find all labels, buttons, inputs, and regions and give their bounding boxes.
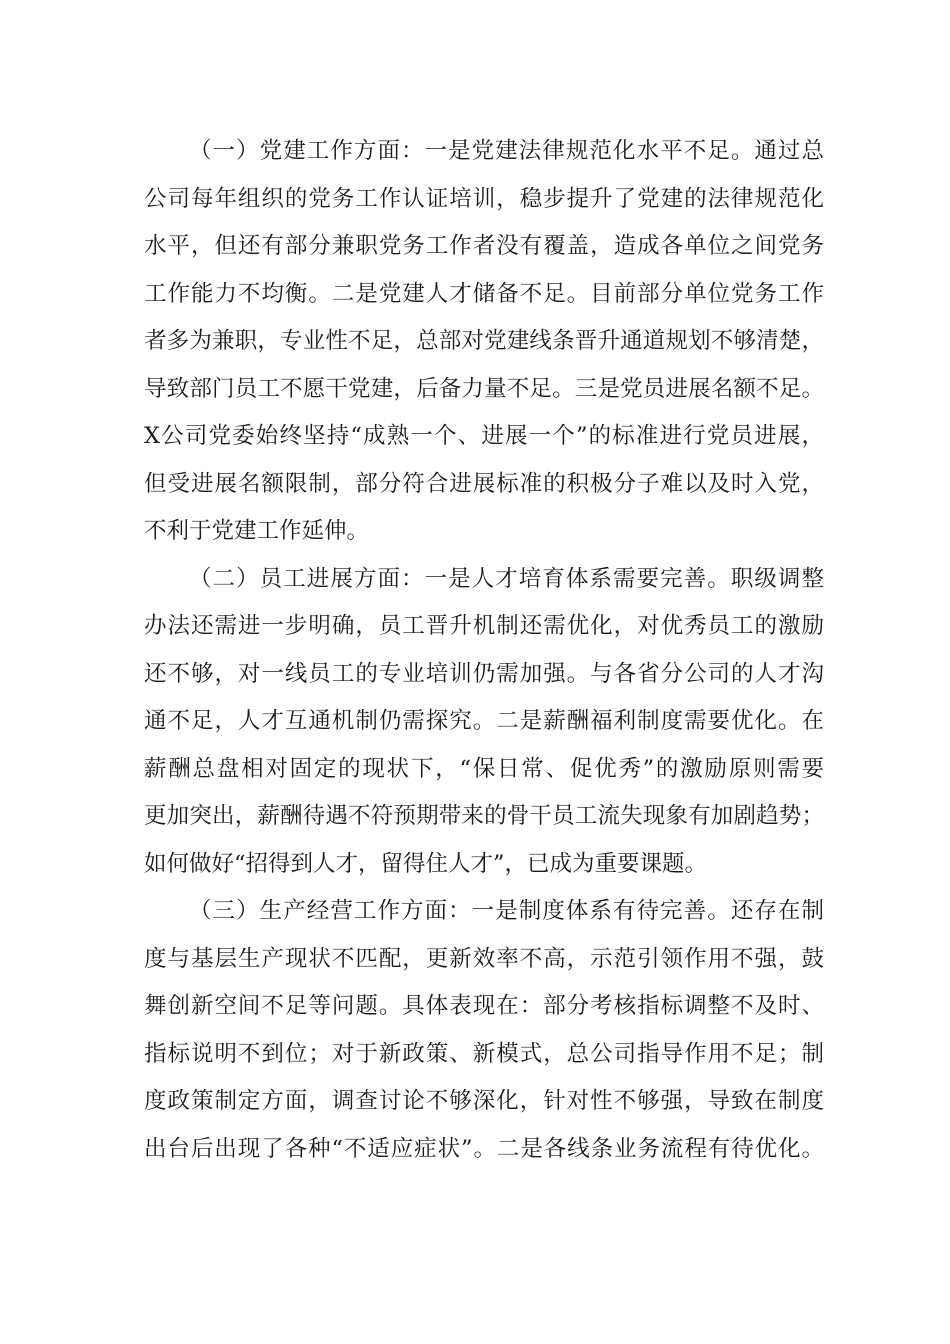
- text-line: 还不够，对一线员工的专业培训仍需加强。与各省分公司的人才沟: [144, 660, 824, 687]
- document-body: [144, 128, 824, 1173]
- text-line: 工作能力不均衡。二是党建人才储备不足。目前部分单位党务工作: [144, 280, 824, 307]
- text-line: 办法还需进一步明确，员工晋升机制还需优化，对优秀员工的激励: [144, 613, 824, 639]
- text-line: 公司每年组织的党务工作认证培训，稳步提升了党建的法律规范化: [144, 185, 824, 212]
- text-line: 如何做好“招得到人才，留得住人才”，已成为重要课题。: [144, 850, 708, 877]
- text-line: （二）员工进展方面：一是人才培育体系需要完善。职级调整: [189, 565, 824, 592]
- text-line: 导致部门员工不愿干党建，后备力量不足。三是党员进展名额不足。: [144, 375, 824, 402]
- text-line: 度与基层生产现状不匹配，更新效率不高，示范引领作用不强，鼓: [144, 945, 824, 972]
- text-line: 舞创新空间不足等问题。具体表现在：部分考核指标调整不及时、: [144, 993, 824, 1019]
- text-line: 度政策制定方面，调查讨论不够深化，针对性不够强，导致在制度: [144, 1088, 824, 1114]
- text-line: 出台后出现了各种“不适应症状”。二是各线条业务流程有待优化。: [144, 1135, 824, 1162]
- text-line: 薪酬总盘相对固定的现状下，“保日常、促优秀”的激励原则需要: [144, 755, 824, 782]
- text-line: 但受进展名额限制，部分符合进展标准的积极分子难以及时入党，: [144, 470, 824, 497]
- text-line: 者多为兼职，专业性不足，总部对党建线条晋升通道规划不够清楚，: [144, 328, 824, 354]
- text-line: 水平，但还有部分兼职党务工作者没有覆盖，造成各单位之间党务: [144, 233, 824, 259]
- text-line: 更加突出，薪酬待遇不符预期带来的骨干员工流失现象有加剧趋势；: [144, 803, 824, 829]
- paragraph-employee-development: [144, 556, 824, 889]
- text-line: 通不足，人才互通机制仍需探究。二是薪酬福利制度需要优化。在: [144, 708, 824, 734]
- paragraph-production-operations: [144, 888, 824, 1173]
- text-line: （一）党建工作方面：一是党建法律规范化水平不足。通过总: [189, 138, 824, 164]
- text-line: X公司党委始终坚持“成熟一个、进展一个”的标准进行党员进展，: [144, 423, 824, 449]
- text-line: 不利于党建工作延伸。: [144, 518, 370, 544]
- paragraph-party-building: [144, 128, 824, 556]
- text-line: 指标说明不到位；对于新政策、新模式，总公司指导作用不足；制: [144, 1040, 824, 1067]
- text-line: （三）生产经营工作方面：一是制度体系有待完善。还存在制: [189, 898, 824, 924]
